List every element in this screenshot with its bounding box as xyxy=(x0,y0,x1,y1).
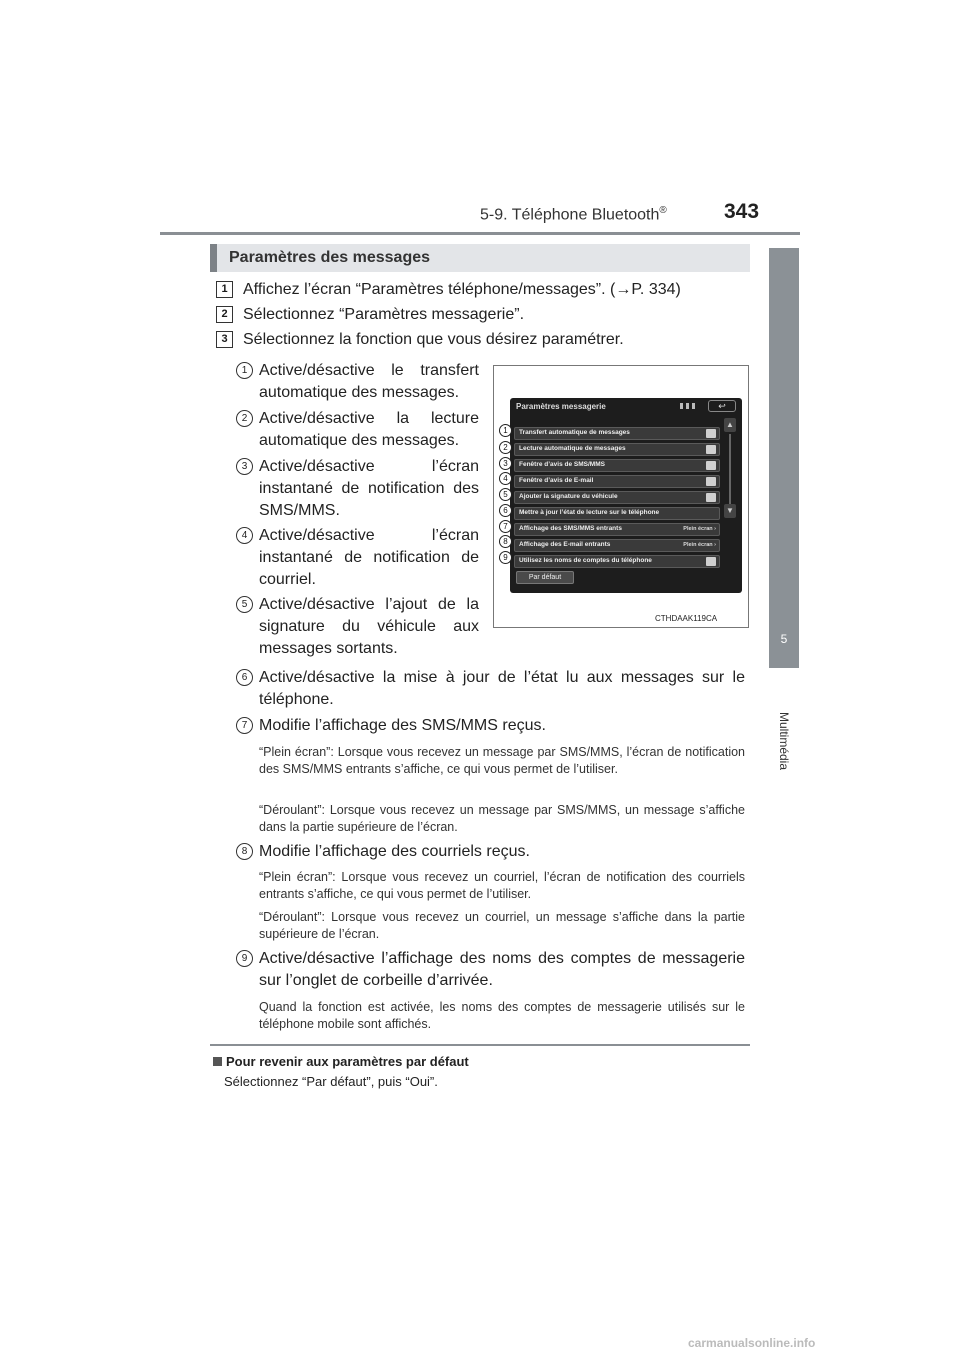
chapter-tab xyxy=(769,248,799,668)
screen-row[interactable]: Lecture automatique de messages xyxy=(514,443,720,456)
item-number: 3 xyxy=(236,458,253,475)
status-icons xyxy=(680,403,700,409)
item-text: Active/désactive l’ajout de la signature du véhicule aux messages sortants. xyxy=(259,596,479,657)
screenshot-display xyxy=(510,398,742,593)
header-rule xyxy=(160,232,800,235)
callout-number: 9 xyxy=(499,551,512,564)
default-button[interactable]: Par défaut xyxy=(516,571,574,584)
section-title: 5-9. Téléphone Bluetooth® xyxy=(480,205,667,224)
step-badge: 3 xyxy=(216,331,233,348)
item-note: “Déroulant”: Lorsque vous recevez un message par SMS/MMS, un message s’affiche dans la partie supérieure de l’écran. xyxy=(259,803,745,834)
scroll-down-icon[interactable]: ▼ xyxy=(724,504,736,518)
screen-row[interactable]: Mettre à jour l’état de lecture sur le téléphone xyxy=(514,507,720,520)
chapter-label: Multimédia xyxy=(777,711,791,771)
item-text: Active/désactive le transfert automatique des messages. xyxy=(259,362,479,401)
subheading: Pour revenir aux paramètres par défaut xyxy=(213,1054,469,1069)
callout-number: 5 xyxy=(499,488,512,501)
figure-code: CTHDAAK119CA xyxy=(655,614,718,623)
checkbox-icon xyxy=(706,429,716,438)
step-badge: 2 xyxy=(216,306,233,323)
step-text: Sélectionnez la fonction que vous désirez paramétrer. xyxy=(243,331,624,348)
screen-row[interactable]: Affichage des SMS/MMS entrants Plein écran › xyxy=(514,523,720,536)
step-text: Sélectionnez “Paramètres messagerie”. xyxy=(243,306,525,323)
item-note: “Plein écran”: Lorsque vous recevez un courriel, l’écran de notification des courriels entrants s’affiche, ce qui vous permet de l’utiliser. xyxy=(259,870,745,901)
callout-number: 2 xyxy=(499,441,512,454)
item-text: Active/désactive l’affichage des noms des comptes de messagerie sur l’onglet de corbeille d’arrivée. xyxy=(259,950,745,989)
screen-row[interactable]: Affichage des E-mail entrants Plein écran › xyxy=(514,539,720,552)
item-note: “Déroulant”: Lorsque vous recevez un courriel, un message s’affiche dans la partie supérieure de l’écran. xyxy=(259,910,745,941)
callout-number: 1 xyxy=(499,424,512,437)
item-text: Active/désactive la lecture automatique des messages. xyxy=(259,410,479,449)
item-text: Active/désactive l’écran instantané de notification des SMS/MMS. xyxy=(259,458,479,519)
screen-row[interactable]: Fenêtre d’avis de E-mail xyxy=(514,475,720,488)
item-number: 7 xyxy=(236,717,253,734)
item-number: 9 xyxy=(236,950,253,967)
item-number: 1 xyxy=(236,362,253,379)
item-text: Modifie l’affichage des SMS/MMS reçus. xyxy=(259,717,546,734)
square-bullet-icon xyxy=(213,1057,222,1066)
callout-number: 7 xyxy=(499,520,512,533)
step-text: Affichez l’écran “Paramètres téléphone/messages”. (→P. 334) xyxy=(243,281,681,298)
checkbox-icon xyxy=(706,557,716,566)
chapter-number: 5 xyxy=(780,632,788,646)
section-heading: Paramètres des messages xyxy=(210,244,750,272)
checkbox-icon xyxy=(706,461,716,470)
scroll-track xyxy=(729,434,731,504)
screen-title: Paramètres messagerie xyxy=(516,402,606,411)
item-note: Quand la fonction est activée, les noms des comptes de messagerie utilisés sur le téléphone mobile sont affichés. xyxy=(259,1000,745,1031)
checkbox-icon xyxy=(706,445,716,454)
step-badge: 1 xyxy=(216,281,233,298)
item-text: Modifie l’affichage des courriels reçus. xyxy=(259,843,530,860)
callout-number: 4 xyxy=(499,472,512,485)
section-rule xyxy=(210,1044,750,1046)
screen-row[interactable]: Utilisez les noms de comptes du téléphone xyxy=(514,555,720,568)
back-button[interactable]: ↩ xyxy=(708,400,736,412)
callout-number: 6 xyxy=(499,504,512,517)
callout-number: 8 xyxy=(499,535,512,548)
item-number: 2 xyxy=(236,410,253,427)
scroll-up-icon[interactable]: ▲ xyxy=(724,418,736,432)
screen-row[interactable]: Transfert automatique de messages xyxy=(514,427,720,440)
item-text: Active/désactive la mise à jour de l’état lu aux messages sur le téléphone. xyxy=(259,669,745,708)
page-number: 343 xyxy=(724,200,760,223)
subheading-text: Sélectionnez “Par défaut”, puis “Oui”. xyxy=(224,1074,438,1089)
checkbox-icon xyxy=(706,477,716,486)
checkbox-icon xyxy=(706,493,716,502)
scrollbar[interactable] xyxy=(724,418,736,520)
item-number: 8 xyxy=(236,843,253,860)
callout-number: 3 xyxy=(499,457,512,470)
item-number: 4 xyxy=(236,527,253,544)
item-note: “Plein écran”: Lorsque vous recevez un message par SMS/MMS, l’écran de notification des SMS/MMS entrants s’affiche, ce qui vous permet de l’utiliser. xyxy=(259,745,745,776)
item-number: 5 xyxy=(236,596,253,613)
watermark: carmanualsonline.info xyxy=(688,1336,816,1350)
item-text: Active/désactive l’écran instantané de notification de courriel. xyxy=(259,527,479,588)
item-number: 6 xyxy=(236,669,253,686)
screen-row[interactable]: Ajouter la signature du véhicule xyxy=(514,491,720,504)
screen-row[interactable]: Fenêtre d’avis de SMS/MMS xyxy=(514,459,720,472)
